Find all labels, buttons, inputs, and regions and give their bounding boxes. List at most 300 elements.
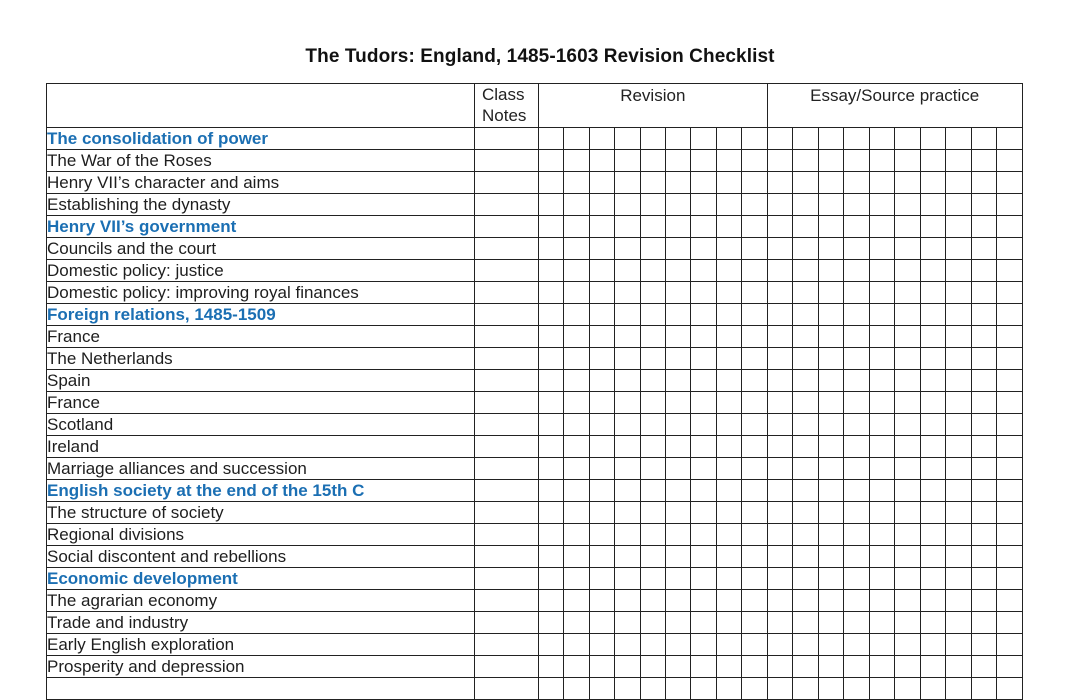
essay-practice-checkbox-cell[interactable] [818, 634, 844, 656]
revision-checkbox-cell[interactable] [564, 458, 589, 480]
essay-practice-checkbox-cell[interactable] [844, 172, 870, 194]
essay-practice-checkbox-cell[interactable] [997, 546, 1023, 568]
class-notes-cell[interactable] [475, 590, 539, 612]
essay-practice-checkbox-cell[interactable] [818, 282, 844, 304]
revision-checkbox-cell[interactable] [742, 458, 768, 480]
essay-practice-checkbox-cell[interactable] [793, 524, 819, 546]
essay-practice-checkbox-cell[interactable] [869, 634, 895, 656]
revision-checkbox-cell[interactable] [564, 216, 589, 238]
revision-checkbox-cell[interactable] [665, 260, 690, 282]
essay-practice-checkbox-cell[interactable] [971, 590, 997, 612]
revision-checkbox-cell[interactable] [691, 216, 716, 238]
revision-checkbox-cell[interactable] [742, 634, 768, 656]
essay-practice-checkbox-cell[interactable] [869, 568, 895, 590]
essay-practice-checkbox-cell[interactable] [844, 238, 870, 260]
essay-practice-checkbox-cell[interactable] [946, 502, 972, 524]
essay-practice-checkbox-cell[interactable] [869, 590, 895, 612]
revision-checkbox-cell[interactable] [742, 238, 768, 260]
revision-checkbox-cell[interactable] [691, 678, 716, 700]
revision-checkbox-cell[interactable] [716, 326, 741, 348]
essay-practice-checkbox-cell[interactable] [818, 480, 844, 502]
essay-practice-checkbox-cell[interactable] [971, 348, 997, 370]
essay-practice-checkbox-cell[interactable] [767, 304, 793, 326]
essay-practice-checkbox-cell[interactable] [869, 348, 895, 370]
essay-practice-checkbox-cell[interactable] [895, 128, 921, 150]
essay-practice-checkbox-cell[interactable] [997, 326, 1023, 348]
revision-checkbox-cell[interactable] [615, 480, 640, 502]
essay-practice-checkbox-cell[interactable] [997, 524, 1023, 546]
essay-practice-checkbox-cell[interactable] [895, 216, 921, 238]
essay-practice-checkbox-cell[interactable] [895, 590, 921, 612]
essay-practice-checkbox-cell[interactable] [997, 194, 1023, 216]
revision-checkbox-cell[interactable] [564, 480, 589, 502]
class-notes-cell[interactable] [475, 414, 539, 436]
essay-practice-checkbox-cell[interactable] [946, 128, 972, 150]
revision-checkbox-cell[interactable] [539, 128, 564, 150]
essay-practice-checkbox-cell[interactable] [869, 326, 895, 348]
essay-practice-checkbox-cell[interactable] [818, 524, 844, 546]
essay-practice-checkbox-cell[interactable] [920, 524, 946, 546]
essay-practice-checkbox-cell[interactable] [793, 282, 819, 304]
revision-checkbox-cell[interactable] [640, 546, 665, 568]
revision-checkbox-cell[interactable] [716, 260, 741, 282]
essay-practice-checkbox-cell[interactable] [946, 656, 972, 678]
revision-checkbox-cell[interactable] [615, 326, 640, 348]
essay-practice-checkbox-cell[interactable] [895, 370, 921, 392]
revision-checkbox-cell[interactable] [589, 216, 614, 238]
essay-practice-checkbox-cell[interactable] [971, 282, 997, 304]
essay-practice-checkbox-cell[interactable] [946, 238, 972, 260]
revision-checkbox-cell[interactable] [640, 216, 665, 238]
revision-checkbox-cell[interactable] [691, 238, 716, 260]
essay-practice-checkbox-cell[interactable] [767, 260, 793, 282]
revision-checkbox-cell[interactable] [716, 150, 741, 172]
class-notes-cell[interactable] [475, 304, 539, 326]
revision-checkbox-cell[interactable] [615, 590, 640, 612]
essay-practice-checkbox-cell[interactable] [869, 546, 895, 568]
essay-practice-checkbox-cell[interactable] [971, 656, 997, 678]
revision-checkbox-cell[interactable] [665, 326, 690, 348]
revision-checkbox-cell[interactable] [640, 304, 665, 326]
revision-checkbox-cell[interactable] [589, 414, 614, 436]
revision-checkbox-cell[interactable] [589, 458, 614, 480]
revision-checkbox-cell[interactable] [564, 392, 589, 414]
revision-checkbox-cell[interactable] [665, 304, 690, 326]
essay-practice-checkbox-cell[interactable] [895, 634, 921, 656]
essay-practice-checkbox-cell[interactable] [971, 480, 997, 502]
revision-checkbox-cell[interactable] [539, 502, 564, 524]
essay-practice-checkbox-cell[interactable] [844, 392, 870, 414]
essay-practice-checkbox-cell[interactable] [920, 612, 946, 634]
essay-practice-checkbox-cell[interactable] [869, 238, 895, 260]
revision-checkbox-cell[interactable] [716, 172, 741, 194]
essay-practice-checkbox-cell[interactable] [946, 370, 972, 392]
essay-practice-checkbox-cell[interactable] [971, 326, 997, 348]
revision-checkbox-cell[interactable] [742, 546, 768, 568]
revision-checkbox-cell[interactable] [615, 282, 640, 304]
revision-checkbox-cell[interactable] [640, 480, 665, 502]
revision-checkbox-cell[interactable] [716, 194, 741, 216]
essay-practice-checkbox-cell[interactable] [793, 216, 819, 238]
essay-practice-checkbox-cell[interactable] [971, 304, 997, 326]
revision-checkbox-cell[interactable] [665, 458, 690, 480]
revision-checkbox-cell[interactable] [615, 634, 640, 656]
essay-practice-checkbox-cell[interactable] [920, 370, 946, 392]
essay-practice-checkbox-cell[interactable] [971, 612, 997, 634]
revision-checkbox-cell[interactable] [589, 502, 614, 524]
essay-practice-checkbox-cell[interactable] [946, 568, 972, 590]
essay-practice-checkbox-cell[interactable] [869, 436, 895, 458]
class-notes-cell[interactable] [475, 634, 539, 656]
revision-checkbox-cell[interactable] [691, 546, 716, 568]
revision-checkbox-cell[interactable] [665, 480, 690, 502]
revision-checkbox-cell[interactable] [716, 480, 741, 502]
essay-practice-checkbox-cell[interactable] [895, 546, 921, 568]
revision-checkbox-cell[interactable] [539, 524, 564, 546]
revision-checkbox-cell[interactable] [742, 414, 768, 436]
revision-checkbox-cell[interactable] [615, 414, 640, 436]
essay-practice-checkbox-cell[interactable] [869, 194, 895, 216]
essay-practice-checkbox-cell[interactable] [793, 436, 819, 458]
essay-practice-checkbox-cell[interactable] [971, 568, 997, 590]
class-notes-cell[interactable] [475, 656, 539, 678]
essay-practice-checkbox-cell[interactable] [844, 612, 870, 634]
essay-practice-checkbox-cell[interactable] [793, 480, 819, 502]
essay-practice-checkbox-cell[interactable] [920, 546, 946, 568]
essay-practice-checkbox-cell[interactable] [869, 480, 895, 502]
essay-practice-checkbox-cell[interactable] [997, 436, 1023, 458]
essay-practice-checkbox-cell[interactable] [946, 282, 972, 304]
essay-practice-checkbox-cell[interactable] [946, 634, 972, 656]
essay-practice-checkbox-cell[interactable] [767, 150, 793, 172]
revision-checkbox-cell[interactable] [691, 568, 716, 590]
revision-checkbox-cell[interactable] [665, 238, 690, 260]
revision-checkbox-cell[interactable] [615, 370, 640, 392]
essay-practice-checkbox-cell[interactable] [767, 216, 793, 238]
revision-checkbox-cell[interactable] [640, 150, 665, 172]
essay-practice-checkbox-cell[interactable] [920, 458, 946, 480]
essay-practice-checkbox-cell[interactable] [767, 282, 793, 304]
essay-practice-checkbox-cell[interactable] [767, 656, 793, 678]
essay-practice-checkbox-cell[interactable] [946, 546, 972, 568]
class-notes-cell[interactable] [475, 546, 539, 568]
essay-practice-checkbox-cell[interactable] [946, 678, 972, 700]
revision-checkbox-cell[interactable] [691, 656, 716, 678]
essay-practice-checkbox-cell[interactable] [818, 568, 844, 590]
essay-practice-checkbox-cell[interactable] [971, 128, 997, 150]
class-notes-cell[interactable] [475, 568, 539, 590]
essay-practice-checkbox-cell[interactable] [767, 326, 793, 348]
essay-practice-checkbox-cell[interactable] [844, 502, 870, 524]
essay-practice-checkbox-cell[interactable] [818, 502, 844, 524]
revision-checkbox-cell[interactable] [691, 480, 716, 502]
revision-checkbox-cell[interactable] [564, 282, 589, 304]
revision-checkbox-cell[interactable] [716, 304, 741, 326]
essay-practice-checkbox-cell[interactable] [869, 392, 895, 414]
class-notes-cell[interactable] [475, 392, 539, 414]
essay-practice-checkbox-cell[interactable] [767, 238, 793, 260]
revision-checkbox-cell[interactable] [742, 436, 768, 458]
revision-checkbox-cell[interactable] [691, 172, 716, 194]
revision-checkbox-cell[interactable] [716, 612, 741, 634]
revision-checkbox-cell[interactable] [665, 392, 690, 414]
essay-practice-checkbox-cell[interactable] [946, 458, 972, 480]
essay-practice-checkbox-cell[interactable] [946, 260, 972, 282]
essay-practice-checkbox-cell[interactable] [971, 194, 997, 216]
class-notes-cell[interactable] [475, 150, 539, 172]
essay-practice-checkbox-cell[interactable] [818, 348, 844, 370]
essay-practice-checkbox-cell[interactable] [844, 414, 870, 436]
essay-practice-checkbox-cell[interactable] [920, 392, 946, 414]
revision-checkbox-cell[interactable] [640, 348, 665, 370]
class-notes-cell[interactable] [475, 678, 539, 700]
essay-practice-checkbox-cell[interactable] [818, 546, 844, 568]
essay-practice-checkbox-cell[interactable] [920, 502, 946, 524]
revision-checkbox-cell[interactable] [716, 524, 741, 546]
essay-practice-checkbox-cell[interactable] [997, 260, 1023, 282]
revision-checkbox-cell[interactable] [589, 678, 614, 700]
revision-checkbox-cell[interactable] [564, 568, 589, 590]
revision-checkbox-cell[interactable] [564, 546, 589, 568]
essay-practice-checkbox-cell[interactable] [997, 392, 1023, 414]
revision-checkbox-cell[interactable] [742, 524, 768, 546]
revision-checkbox-cell[interactable] [589, 282, 614, 304]
essay-practice-checkbox-cell[interactable] [793, 458, 819, 480]
revision-checkbox-cell[interactable] [665, 590, 690, 612]
essay-practice-checkbox-cell[interactable] [767, 172, 793, 194]
revision-checkbox-cell[interactable] [691, 304, 716, 326]
essay-practice-checkbox-cell[interactable] [818, 612, 844, 634]
revision-checkbox-cell[interactable] [691, 150, 716, 172]
essay-practice-checkbox-cell[interactable] [895, 436, 921, 458]
revision-checkbox-cell[interactable] [691, 282, 716, 304]
essay-practice-checkbox-cell[interactable] [997, 502, 1023, 524]
essay-practice-checkbox-cell[interactable] [844, 480, 870, 502]
revision-checkbox-cell[interactable] [691, 370, 716, 392]
essay-practice-checkbox-cell[interactable] [946, 436, 972, 458]
revision-checkbox-cell[interactable] [539, 282, 564, 304]
revision-checkbox-cell[interactable] [539, 216, 564, 238]
class-notes-cell[interactable] [475, 436, 539, 458]
revision-checkbox-cell[interactable] [716, 370, 741, 392]
essay-practice-checkbox-cell[interactable] [946, 524, 972, 546]
revision-checkbox-cell[interactable] [691, 392, 716, 414]
revision-checkbox-cell[interactable] [539, 414, 564, 436]
essay-practice-checkbox-cell[interactable] [895, 656, 921, 678]
revision-checkbox-cell[interactable] [589, 392, 614, 414]
revision-checkbox-cell[interactable] [564, 172, 589, 194]
revision-checkbox-cell[interactable] [589, 348, 614, 370]
essay-practice-checkbox-cell[interactable] [895, 414, 921, 436]
revision-checkbox-cell[interactable] [640, 260, 665, 282]
essay-practice-checkbox-cell[interactable] [793, 546, 819, 568]
revision-checkbox-cell[interactable] [589, 238, 614, 260]
essay-practice-checkbox-cell[interactable] [920, 238, 946, 260]
essay-practice-checkbox-cell[interactable] [869, 150, 895, 172]
essay-practice-checkbox-cell[interactable] [793, 678, 819, 700]
essay-practice-checkbox-cell[interactable] [971, 392, 997, 414]
revision-checkbox-cell[interactable] [691, 634, 716, 656]
revision-checkbox-cell[interactable] [615, 172, 640, 194]
revision-checkbox-cell[interactable] [665, 436, 690, 458]
essay-practice-checkbox-cell[interactable] [818, 656, 844, 678]
essay-practice-checkbox-cell[interactable] [920, 304, 946, 326]
revision-checkbox-cell[interactable] [640, 326, 665, 348]
essay-practice-checkbox-cell[interactable] [997, 414, 1023, 436]
revision-checkbox-cell[interactable] [742, 480, 768, 502]
revision-checkbox-cell[interactable] [716, 392, 741, 414]
essay-practice-checkbox-cell[interactable] [818, 326, 844, 348]
revision-checkbox-cell[interactable] [640, 568, 665, 590]
revision-checkbox-cell[interactable] [665, 194, 690, 216]
revision-checkbox-cell[interactable] [691, 414, 716, 436]
revision-checkbox-cell[interactable] [640, 502, 665, 524]
revision-checkbox-cell[interactable] [742, 326, 768, 348]
essay-practice-checkbox-cell[interactable] [844, 458, 870, 480]
essay-practice-checkbox-cell[interactable] [869, 678, 895, 700]
revision-checkbox-cell[interactable] [589, 634, 614, 656]
revision-checkbox-cell[interactable] [589, 546, 614, 568]
class-notes-cell[interactable] [475, 326, 539, 348]
essay-practice-checkbox-cell[interactable] [997, 480, 1023, 502]
essay-practice-checkbox-cell[interactable] [920, 282, 946, 304]
essay-practice-checkbox-cell[interactable] [971, 546, 997, 568]
revision-checkbox-cell[interactable] [640, 436, 665, 458]
essay-practice-checkbox-cell[interactable] [997, 348, 1023, 370]
revision-checkbox-cell[interactable] [615, 392, 640, 414]
essay-practice-checkbox-cell[interactable] [767, 128, 793, 150]
essay-practice-checkbox-cell[interactable] [818, 414, 844, 436]
essay-practice-checkbox-cell[interactable] [818, 458, 844, 480]
revision-checkbox-cell[interactable] [665, 502, 690, 524]
revision-checkbox-cell[interactable] [615, 238, 640, 260]
essay-practice-checkbox-cell[interactable] [767, 348, 793, 370]
essay-practice-checkbox-cell[interactable] [895, 612, 921, 634]
essay-practice-checkbox-cell[interactable] [895, 282, 921, 304]
revision-checkbox-cell[interactable] [665, 656, 690, 678]
revision-checkbox-cell[interactable] [640, 524, 665, 546]
essay-practice-checkbox-cell[interactable] [844, 656, 870, 678]
essay-practice-checkbox-cell[interactable] [946, 348, 972, 370]
revision-checkbox-cell[interactable] [589, 656, 614, 678]
essay-practice-checkbox-cell[interactable] [971, 414, 997, 436]
revision-checkbox-cell[interactable] [716, 656, 741, 678]
essay-practice-checkbox-cell[interactable] [818, 128, 844, 150]
revision-checkbox-cell[interactable] [716, 216, 741, 238]
essay-practice-checkbox-cell[interactable] [793, 656, 819, 678]
class-notes-cell[interactable] [475, 612, 539, 634]
revision-checkbox-cell[interactable] [691, 612, 716, 634]
revision-checkbox-cell[interactable] [716, 414, 741, 436]
revision-checkbox-cell[interactable] [742, 612, 768, 634]
revision-checkbox-cell[interactable] [665, 546, 690, 568]
essay-practice-checkbox-cell[interactable] [767, 634, 793, 656]
revision-checkbox-cell[interactable] [742, 172, 768, 194]
essay-practice-checkbox-cell[interactable] [818, 216, 844, 238]
essay-practice-checkbox-cell[interactable] [793, 238, 819, 260]
revision-checkbox-cell[interactable] [640, 392, 665, 414]
essay-practice-checkbox-cell[interactable] [920, 194, 946, 216]
essay-practice-checkbox-cell[interactable] [844, 150, 870, 172]
essay-practice-checkbox-cell[interactable] [946, 414, 972, 436]
revision-checkbox-cell[interactable] [716, 546, 741, 568]
revision-checkbox-cell[interactable] [665, 348, 690, 370]
revision-checkbox-cell[interactable] [589, 612, 614, 634]
revision-checkbox-cell[interactable] [742, 656, 768, 678]
essay-practice-checkbox-cell[interactable] [920, 128, 946, 150]
revision-checkbox-cell[interactable] [716, 634, 741, 656]
revision-checkbox-cell[interactable] [615, 304, 640, 326]
revision-checkbox-cell[interactable] [615, 568, 640, 590]
revision-checkbox-cell[interactable] [589, 128, 614, 150]
revision-checkbox-cell[interactable] [615, 194, 640, 216]
essay-practice-checkbox-cell[interactable] [844, 524, 870, 546]
essay-practice-checkbox-cell[interactable] [895, 304, 921, 326]
essay-practice-checkbox-cell[interactable] [818, 194, 844, 216]
essay-practice-checkbox-cell[interactable] [997, 634, 1023, 656]
essay-practice-checkbox-cell[interactable] [767, 524, 793, 546]
revision-checkbox-cell[interactable] [589, 480, 614, 502]
essay-practice-checkbox-cell[interactable] [818, 238, 844, 260]
essay-practice-checkbox-cell[interactable] [971, 436, 997, 458]
essay-practice-checkbox-cell[interactable] [920, 172, 946, 194]
revision-checkbox-cell[interactable] [716, 458, 741, 480]
revision-checkbox-cell[interactable] [589, 304, 614, 326]
revision-checkbox-cell[interactable] [564, 326, 589, 348]
essay-practice-checkbox-cell[interactable] [946, 194, 972, 216]
essay-practice-checkbox-cell[interactable] [767, 458, 793, 480]
revision-checkbox-cell[interactable] [665, 634, 690, 656]
revision-checkbox-cell[interactable] [640, 590, 665, 612]
revision-checkbox-cell[interactable] [539, 304, 564, 326]
revision-checkbox-cell[interactable] [665, 612, 690, 634]
essay-practice-checkbox-cell[interactable] [895, 150, 921, 172]
revision-checkbox-cell[interactable] [564, 348, 589, 370]
essay-practice-checkbox-cell[interactable] [895, 392, 921, 414]
revision-checkbox-cell[interactable] [564, 678, 589, 700]
essay-practice-checkbox-cell[interactable] [997, 612, 1023, 634]
essay-practice-checkbox-cell[interactable] [971, 370, 997, 392]
essay-practice-checkbox-cell[interactable] [869, 656, 895, 678]
essay-practice-checkbox-cell[interactable] [869, 458, 895, 480]
class-notes-cell[interactable] [475, 172, 539, 194]
revision-checkbox-cell[interactable] [615, 546, 640, 568]
revision-checkbox-cell[interactable] [615, 656, 640, 678]
essay-practice-checkbox-cell[interactable] [946, 590, 972, 612]
essay-practice-checkbox-cell[interactable] [793, 634, 819, 656]
revision-checkbox-cell[interactable] [589, 436, 614, 458]
revision-checkbox-cell[interactable] [716, 568, 741, 590]
essay-practice-checkbox-cell[interactable] [793, 612, 819, 634]
essay-practice-checkbox-cell[interactable] [818, 150, 844, 172]
essay-practice-checkbox-cell[interactable] [767, 194, 793, 216]
essay-practice-checkbox-cell[interactable] [844, 568, 870, 590]
revision-checkbox-cell[interactable] [615, 502, 640, 524]
essay-practice-checkbox-cell[interactable] [997, 282, 1023, 304]
essay-practice-checkbox-cell[interactable] [767, 568, 793, 590]
essay-practice-checkbox-cell[interactable] [946, 304, 972, 326]
revision-checkbox-cell[interactable] [742, 216, 768, 238]
essay-practice-checkbox-cell[interactable] [946, 172, 972, 194]
essay-practice-checkbox-cell[interactable] [920, 436, 946, 458]
essay-practice-checkbox-cell[interactable] [971, 216, 997, 238]
essay-practice-checkbox-cell[interactable] [869, 282, 895, 304]
class-notes-cell[interactable] [475, 260, 539, 282]
revision-checkbox-cell[interactable] [691, 590, 716, 612]
revision-checkbox-cell[interactable] [665, 282, 690, 304]
revision-checkbox-cell[interactable] [640, 128, 665, 150]
essay-practice-checkbox-cell[interactable] [793, 502, 819, 524]
